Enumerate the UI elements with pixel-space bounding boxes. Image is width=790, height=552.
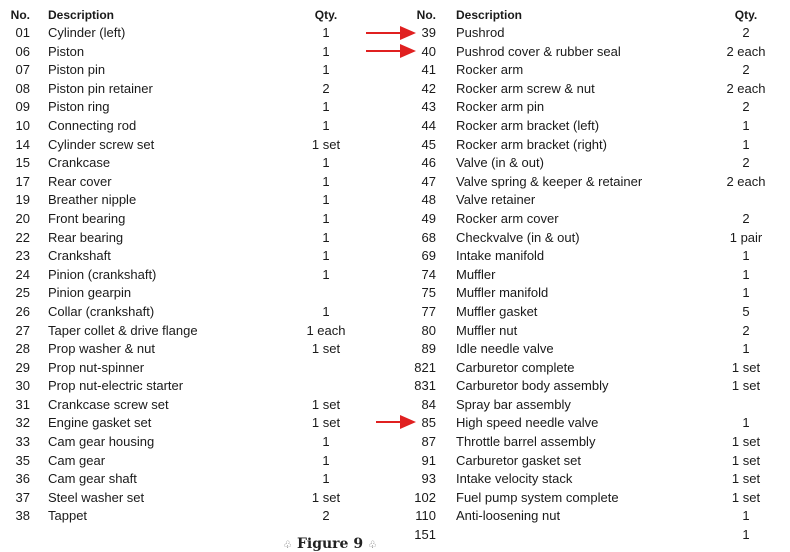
part-description: Rocker arm pin xyxy=(456,99,545,115)
table-row xyxy=(410,98,786,117)
part-description: Cylinder (left) xyxy=(48,25,126,40)
part-quantity: 1 set xyxy=(731,359,761,375)
part-description: Spray bar assembly xyxy=(456,396,571,412)
part-quantity: 2 xyxy=(742,210,750,226)
table-row xyxy=(410,191,786,210)
table-row xyxy=(410,526,786,545)
part-number: 36 xyxy=(15,471,30,487)
table-row xyxy=(6,136,384,155)
part-number: 09 xyxy=(15,99,30,115)
part-quantity: 1 xyxy=(322,192,330,208)
table-row xyxy=(410,377,786,396)
part-quantity: 1 xyxy=(322,471,330,487)
part-quantity: 2 xyxy=(742,62,750,78)
header-qty: Qty. xyxy=(314,8,338,22)
part-quantity: 2 xyxy=(322,80,330,96)
part-quantity: 2 xyxy=(322,508,330,524)
part-number: 08 xyxy=(15,80,30,96)
table-row xyxy=(6,98,384,117)
part-quantity: 1 xyxy=(322,155,330,171)
part-quantity: 1 each xyxy=(306,322,346,338)
part-number: 40 xyxy=(421,43,436,59)
part-quantity: 1 set xyxy=(311,415,341,431)
table-row xyxy=(6,284,384,303)
part-number: 28 xyxy=(15,341,30,357)
part-quantity: 1 xyxy=(322,248,330,264)
table-row xyxy=(6,229,384,248)
part-description: Cam gear shaft xyxy=(48,471,137,487)
table-row xyxy=(6,470,384,489)
part-description: Pushrod xyxy=(456,25,505,40)
part-number: 23 xyxy=(15,248,30,264)
part-number: 48 xyxy=(421,192,436,208)
table-row xyxy=(6,154,384,173)
part-description: Carburetor gasket set xyxy=(456,452,582,468)
part-number: 74 xyxy=(421,266,436,282)
table-row xyxy=(6,80,384,99)
part-quantity: 1 xyxy=(322,173,330,189)
part-description: Fuel pump system complete xyxy=(456,489,619,505)
part-quantity: 2 xyxy=(742,99,750,115)
part-number: 831 xyxy=(414,378,436,394)
part-number: 10 xyxy=(15,117,30,133)
table-row xyxy=(410,414,786,433)
table-row xyxy=(6,377,384,396)
table-row xyxy=(6,191,384,210)
table-row xyxy=(410,173,786,192)
part-description: Engine gasket set xyxy=(48,415,152,431)
part-description: Connecting rod xyxy=(48,117,137,133)
part-number: 821 xyxy=(414,359,436,375)
part-quantity: 1 xyxy=(742,136,750,152)
part-number: 80 xyxy=(421,322,436,338)
part-description: Muffler manifold xyxy=(456,285,549,301)
part-description: Checkvalve (in & out) xyxy=(456,229,580,245)
part-description: Pushrod cover & rubber seal xyxy=(456,43,621,59)
parts-table-left xyxy=(6,6,384,526)
table-row xyxy=(410,266,786,285)
table-row xyxy=(410,247,786,266)
part-number: 91 xyxy=(421,452,436,468)
part-description: Piston ring xyxy=(48,99,110,115)
part-number: 31 xyxy=(15,396,30,412)
part-number: 93 xyxy=(421,471,436,487)
table-body xyxy=(6,24,384,526)
red-arrow-icon xyxy=(366,44,416,58)
part-quantity: 1 xyxy=(742,248,750,264)
part-quantity: 2 xyxy=(742,322,750,338)
table-row xyxy=(410,229,786,248)
part-description: Rear cover xyxy=(48,173,112,189)
part-description: Rocker arm bracket (left) xyxy=(456,117,600,133)
part-quantity: 2 each xyxy=(726,80,766,96)
part-number: 41 xyxy=(421,62,436,78)
part-quantity: 1 xyxy=(742,527,750,543)
table-row xyxy=(6,247,384,266)
part-number: 27 xyxy=(15,322,30,338)
part-number: 43 xyxy=(421,99,436,115)
table-row xyxy=(6,507,384,526)
table-row xyxy=(410,80,786,99)
header-description: Description xyxy=(48,8,115,22)
part-description: Intake manifold xyxy=(456,248,545,264)
figure-caption xyxy=(270,536,390,552)
part-description: Valve spring & keeper & retainer xyxy=(456,173,643,189)
part-description: Carburetor complete xyxy=(456,359,575,375)
part-description: Cylinder screw set xyxy=(48,136,155,152)
part-number: 39 xyxy=(421,25,436,40)
part-quantity: 1 xyxy=(742,508,750,524)
part-description: Muffler nut xyxy=(456,322,518,338)
part-number: 25 xyxy=(15,285,30,301)
part-number: 46 xyxy=(421,155,436,171)
part-description: Pinion (crankshaft) xyxy=(48,266,157,282)
red-arrow-icon xyxy=(366,26,416,40)
part-number: 06 xyxy=(15,43,30,59)
part-quantity: 1 set xyxy=(311,341,341,357)
part-number: 75 xyxy=(421,285,436,301)
part-quantity: 1 set xyxy=(731,489,761,505)
part-quantity: 1 set xyxy=(311,136,341,152)
part-number: 77 xyxy=(421,303,436,319)
part-quantity: 1 xyxy=(742,117,750,133)
part-description: Throttle barrel assembly xyxy=(456,434,596,450)
part-description: Crankcase screw set xyxy=(48,396,169,412)
table-row xyxy=(6,414,384,433)
part-description: High speed needle valve xyxy=(456,415,599,431)
part-number: 47 xyxy=(421,173,436,189)
parts-table-right xyxy=(410,6,786,545)
part-description: Crankcase xyxy=(48,155,111,171)
part-description: Pinion gearpin xyxy=(48,285,132,301)
part-number: 44 xyxy=(421,117,436,133)
part-description: Idle needle valve xyxy=(456,341,554,357)
part-number: 19 xyxy=(15,192,30,208)
table-row xyxy=(6,359,384,378)
part-quantity: 1 xyxy=(322,229,330,245)
part-quantity: 1 set xyxy=(731,434,761,450)
table-row xyxy=(410,303,786,322)
part-description: Valve retainer xyxy=(456,192,536,208)
part-number: 35 xyxy=(15,452,30,468)
table-row xyxy=(410,136,786,155)
table-row xyxy=(6,322,384,341)
part-quantity: 1 set xyxy=(731,452,761,468)
part-number: 69 xyxy=(421,248,436,264)
table-row xyxy=(410,433,786,452)
part-number: 151 xyxy=(414,527,436,543)
part-quantity: 1 xyxy=(322,117,330,133)
part-description: Anti-loosening nut xyxy=(456,508,561,524)
table-row xyxy=(410,489,786,508)
table-row xyxy=(410,470,786,489)
part-description: Rocker arm screw & nut xyxy=(456,80,595,96)
part-quantity: 1 xyxy=(742,266,750,282)
part-quantity: 1 xyxy=(742,285,750,301)
table-row xyxy=(6,396,384,415)
table-row xyxy=(410,117,786,136)
part-description: Piston pin xyxy=(48,62,106,78)
part-description: Front bearing xyxy=(48,210,126,226)
part-quantity: 2 xyxy=(742,155,750,171)
part-description: Prop nut-electric starter xyxy=(48,378,184,394)
part-number: 26 xyxy=(15,303,30,319)
table-row xyxy=(6,24,384,43)
part-quantity: 2 each xyxy=(726,173,766,189)
part-quantity: 1 xyxy=(742,341,750,357)
part-quantity: 1 xyxy=(322,62,330,78)
table-row xyxy=(410,24,786,43)
header-qty: Qty. xyxy=(734,8,758,22)
table-row xyxy=(6,43,384,62)
part-number: 110 xyxy=(415,508,436,524)
part-quantity: 2 each xyxy=(726,43,766,59)
part-number: 84 xyxy=(421,396,436,412)
part-description: Rear bearing xyxy=(48,229,124,245)
part-number: 20 xyxy=(15,210,30,226)
part-quantity: 1 set xyxy=(731,378,761,394)
part-quantity: 1 set xyxy=(311,489,341,505)
table-row xyxy=(6,173,384,192)
red-arrow-icon xyxy=(376,415,416,429)
part-description: Tappet xyxy=(48,508,88,524)
part-number: 89 xyxy=(421,341,436,357)
part-number: 37 xyxy=(15,489,30,505)
table-row xyxy=(410,340,786,359)
part-description: Carburetor body assembly xyxy=(456,378,609,394)
part-number: 49 xyxy=(421,210,436,226)
part-description: Steel washer set xyxy=(48,489,145,505)
part-quantity: 1 xyxy=(742,415,750,431)
part-quantity: 5 xyxy=(742,303,750,319)
table-row xyxy=(6,210,384,229)
part-description: Breather nipple xyxy=(48,192,137,208)
header-no: No. xyxy=(416,8,436,22)
part-description: Crankshaft xyxy=(48,248,111,264)
part-quantity: 1 xyxy=(322,266,330,282)
part-description: Collar (crankshaft) xyxy=(48,303,155,319)
ornament-icon: ♧ xyxy=(367,540,377,551)
part-description: Muffler xyxy=(456,266,496,282)
part-number: 42 xyxy=(421,80,436,96)
part-description: Cam gear xyxy=(48,452,106,468)
part-description: Piston pin retainer xyxy=(48,80,153,96)
table-row xyxy=(6,452,384,471)
part-quantity: 1 pair xyxy=(729,229,763,245)
part-description: Rocker arm xyxy=(456,62,524,78)
part-quantity: 1 xyxy=(322,99,330,115)
part-quantity: 1 set xyxy=(731,471,761,487)
part-number: 102 xyxy=(414,489,436,505)
part-quantity: 1 xyxy=(322,434,330,450)
part-number: 22 xyxy=(15,229,30,245)
part-quantity: 1 xyxy=(322,303,330,319)
part-description: Prop washer & nut xyxy=(48,341,155,357)
table-row xyxy=(410,43,786,62)
table-row xyxy=(6,303,384,322)
part-number: 45 xyxy=(421,136,436,152)
table-row xyxy=(410,61,786,80)
table-row xyxy=(410,154,786,173)
part-number: 01 xyxy=(15,25,30,40)
part-quantity: 1 xyxy=(322,452,330,468)
part-quantity: 1 set xyxy=(311,396,341,412)
table-row xyxy=(6,266,384,285)
part-description: Cam gear housing xyxy=(48,434,155,450)
header-no: No. xyxy=(10,8,30,22)
table-body xyxy=(410,24,786,545)
part-description: Piston xyxy=(48,43,85,59)
part-description: Muffler gasket xyxy=(456,303,538,319)
table-row xyxy=(410,359,786,378)
figure-caption-text: Figure 9 xyxy=(296,536,364,552)
part-description: Valve (in & out) xyxy=(456,155,544,171)
part-description: Prop nut-spinner xyxy=(48,359,145,375)
part-quantity: 1 xyxy=(322,210,330,226)
table-row xyxy=(6,61,384,80)
part-number: 24 xyxy=(15,266,30,282)
part-description: Rocker arm cover xyxy=(456,210,559,226)
table-row xyxy=(410,322,786,341)
table-row xyxy=(6,117,384,136)
part-number: 14 xyxy=(15,136,30,152)
table-header xyxy=(6,6,384,24)
part-number: 17 xyxy=(15,173,30,189)
table-row xyxy=(410,452,786,471)
table-header xyxy=(410,6,786,24)
part-description: Rocker arm bracket (right) xyxy=(456,136,607,152)
part-description: Intake velocity stack xyxy=(456,471,573,487)
part-number: 68 xyxy=(421,229,436,245)
part-quantity: 1 xyxy=(322,43,330,59)
table-row xyxy=(6,340,384,359)
table-row xyxy=(410,507,786,526)
table-row xyxy=(410,396,786,415)
table-row xyxy=(6,489,384,508)
part-quantity: 2 xyxy=(742,25,750,40)
ornament-icon: ♧ xyxy=(283,540,293,551)
part-quantity: 1 xyxy=(322,25,330,40)
table-row xyxy=(410,284,786,303)
part-number: 15 xyxy=(15,155,30,171)
part-number: 29 xyxy=(15,359,30,375)
part-description: Taper collet & drive flange xyxy=(48,322,198,338)
part-number: 85 xyxy=(421,415,436,431)
part-number: 38 xyxy=(15,508,30,524)
header-description: Description xyxy=(456,8,523,22)
table-row xyxy=(410,210,786,229)
part-number: 32 xyxy=(15,415,30,431)
part-number: 30 xyxy=(15,378,30,394)
table-row xyxy=(6,433,384,452)
part-number: 07 xyxy=(15,62,30,78)
part-number: 87 xyxy=(421,434,436,450)
part-number: 33 xyxy=(15,434,30,450)
